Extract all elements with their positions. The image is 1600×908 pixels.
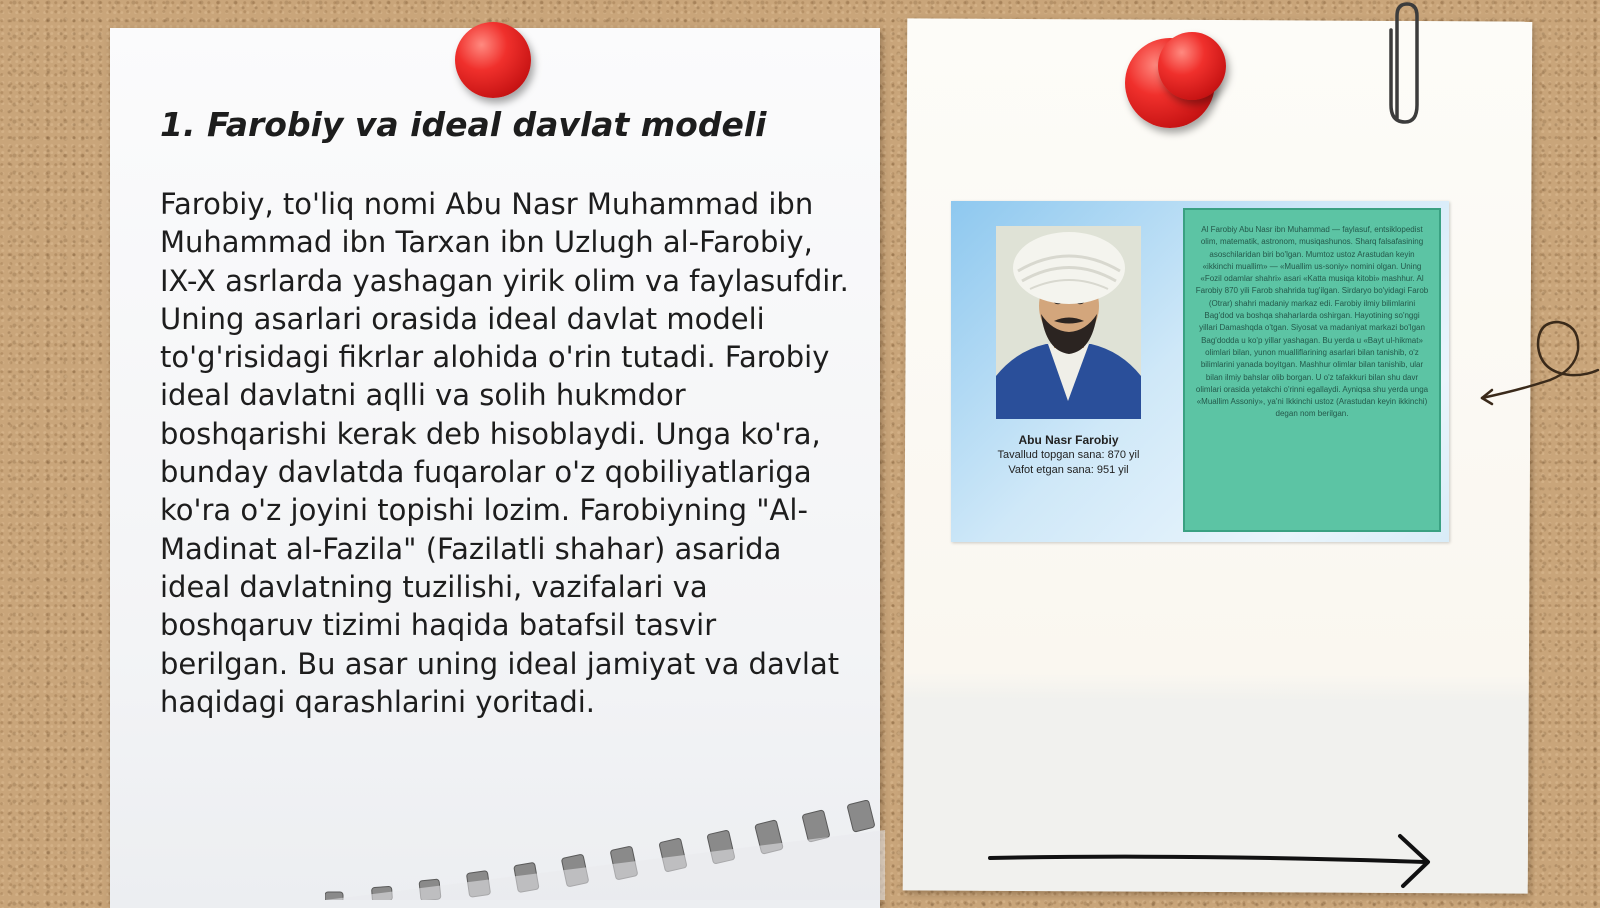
biography-text: Al Farobiy Abu Nasr ibn Muhammad — faylasuf, entsiklopedist olim, matematik, astronom, musiqashunos. Sharq falsafasining asoschilaridan biri bo'lgan. Mumtoz ustoz Arastudan keyin «ikkinchi muallim» — «Muallim us-soniy» nomini olgan. Uning «Fozil odamlar shahri» asari «Katta musiqa kitobi» mashhur. Al Farobiy 870 yili Farob shahrida tug'ilgan. Sirdaryo bo'yidagi Farob (Otrar) shahri madaniy markaz edi. Farobiy ilmiy bilimlarini Bag'dod va boshqa shaharlarda oshirgan. Hayotining so'nggi yillari Damashqda o'tgan. Siyosat va madaniyat markazi bo'lgan Bag'dodda u ko'p yillar yashagan. Bu yerda u «Bayt ul-hikmat» olimlari bilan, yunon mualliflarining asarlari bilan tanishib, o'z bilimlarini yanada boyitgan. Mashhur olimlar bilan tanishib, ular bilan ilmiy bahslar olib borgan. U o'z tafakkuri bilan shu davr olimlari orasida yetakchi o'rinni egallaydi. Ayniqsa shu yerda unga «Muallim Assoniy», ya'ni Ikkinchi ustoz (Arastudan keyin ikkinchi) degan nom berilgan. [1195, 225, 1429, 419]
body-paragraph: Farobiy, to'liq nomi Abu Nasr Muhammad ibn Muhammad ibn Tarxan ibn Uzlugh al-Farobiy, IX-X asrlarda yashagan yirik olim va faylasufdir. Uning asarlari orasida ideal davlat modeli to'g'risidagi fikrlar alohida o'rin tutadi. Farobiy ideal davlatni aqlli va solih hukmdor boshqarishi kerak deb hisoblaydi. Unga ko'ra, bunday davlatda fuqarolar o'z qobiliyatlariga ko'ra o'z joyini topishi lozim. Farobiyning "Al-Madinat al-Fazila" (Fazilatli shahar) asarida ideal davlatning tuzilishi, vazifalari va boshqaruv tizimi haqida batafsil tasvir berilgan. Bu asar uning ideal jamiyat va davlat haqidagi qarashlarini yoritadi. [160, 187, 849, 719]
spiral-binding-icon [325, 800, 885, 900]
portrait-caption-born: Tavallud topgan sana: 870 yil [997, 449, 1140, 461]
portrait-illustration-icon [996, 226, 1141, 419]
biography-card [951, 201, 1449, 542]
right-arrow-icon [985, 830, 1445, 890]
paper-clip-icon [1375, 0, 1425, 130]
portrait-caption-name: Abu Nasr Farobiy [1018, 433, 1119, 447]
curly-arrow-icon [1480, 310, 1600, 420]
page-title: 1. Farobiy va ideal davlat modeli [160, 105, 767, 144]
red-pushpin-left-icon [455, 22, 531, 98]
biography-text-box [1183, 208, 1441, 532]
red-pushpin-right-highlight-icon [1158, 32, 1226, 100]
portrait-caption-died: Vafot etgan sana: 951 yil [1008, 464, 1129, 476]
farobiy-portrait [996, 226, 1141, 419]
